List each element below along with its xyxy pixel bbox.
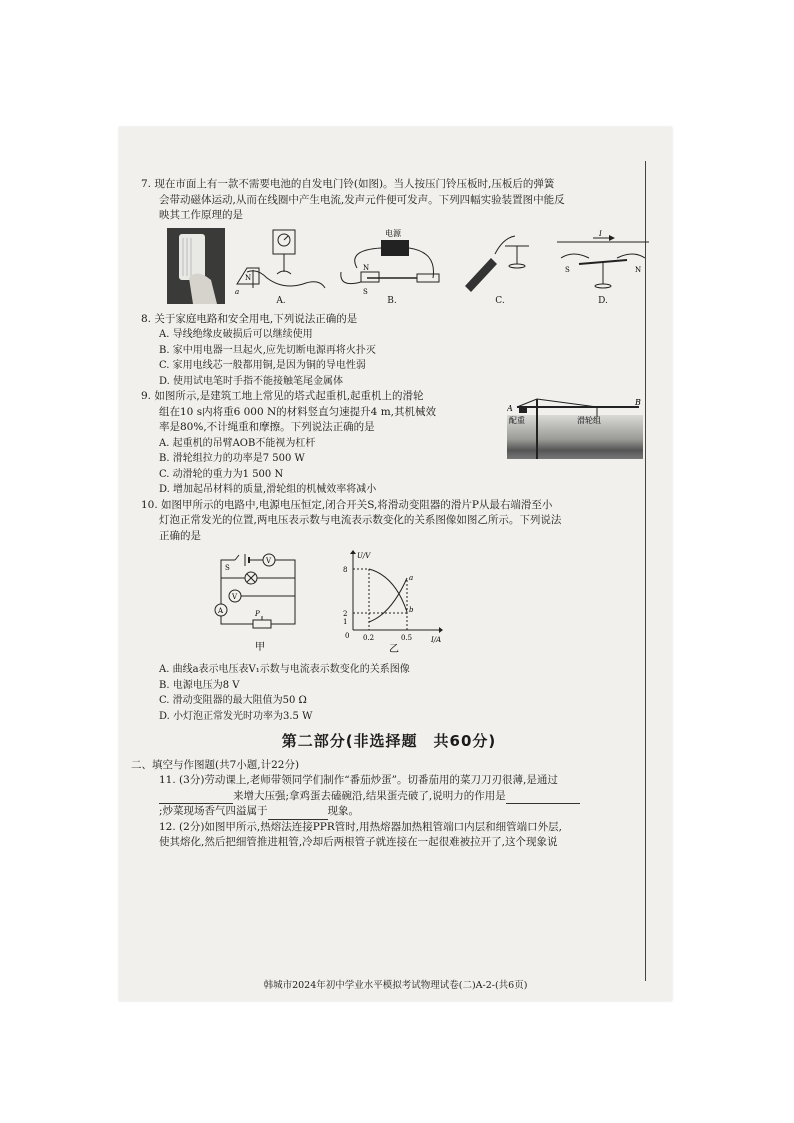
- q8-option-d: D. 使用试电笔时手指不能接触笔尾金属体: [159, 375, 344, 387]
- svg-text:V: V: [266, 557, 272, 565]
- q7-label-c: C.: [495, 296, 505, 306]
- q9-block: [141, 389, 641, 498]
- q10-stem-line2: 灯泡正常发光的位置,两电压表示数与电流表示数变化的关系图像如图乙所示。下列说法: [159, 514, 562, 526]
- part2-title: 第二部分(非选择题 共60分): [281, 732, 497, 750]
- q9-stem-line2: 组在10 s内将重6 000 N的材料竖直匀速提升4 m,其机械效: [159, 405, 436, 418]
- power-label: 电源: [385, 228, 401, 238]
- exam-sheet: [119, 127, 672, 1001]
- q7-figure-b: [337, 228, 447, 308]
- q7-stem-line2: 会带动磁体运动,从而在线圈中产生电流,发声元件便可发声。下列四幅实验装置图中能反: [159, 193, 565, 206]
- curve-b-label: b: [409, 606, 414, 614]
- svg-text:N: N: [245, 273, 252, 282]
- q12-line2: 使其熔化,然后把细管推进粗管,冷却后两根管子就连接在一起很难被拉开了,这个现象说: [159, 836, 558, 848]
- q12-line1: 12. (2分)如图甲所示,热熔法连接PPR管时,用热熔器加热粗管端口内层和细管端口外层,: [159, 820, 562, 833]
- q7-figure-a: [233, 228, 329, 308]
- svg-text:a: a: [235, 287, 240, 296]
- q10-stem-line3: 正确的是: [159, 529, 201, 542]
- q9-option-a: A. 起重机的吊臂AOB不能视为杠杆: [159, 437, 316, 449]
- q9-option-c: C. 动滑轮的重力为1 500 N: [159, 468, 284, 480]
- svg-text:V: V: [232, 593, 238, 601]
- q7-figures: [167, 228, 642, 308]
- svg-text:S: S: [363, 287, 368, 296]
- svg-text:A: A: [218, 607, 224, 615]
- q11-blank-2[interactable]: [506, 793, 580, 804]
- q10-figures: [211, 550, 637, 658]
- section2-heading: 二、填空与作图题(共7小题,计22分): [131, 758, 300, 771]
- q11-line1: 11. (3分)劳动课上,老师带领同学们制作“番茄炒蛋”。切番茄用的菜刀刀刃很薄,是通过: [159, 774, 558, 786]
- doorbell-photo: [167, 228, 225, 308]
- svg-text:P: P: [255, 610, 260, 618]
- page-content: [131, 177, 642, 851]
- q9-stem-line3: 率是80%,不计绳重和摩擦。下列说法正确的是: [159, 421, 375, 433]
- tick-0: 0: [345, 632, 350, 640]
- q11-line2: [141, 789, 637, 805]
- tick-1: 1: [343, 618, 348, 626]
- crane-label-a: A: [507, 404, 513, 413]
- graph-label-yi: 乙: [389, 644, 399, 655]
- tick-2: 2: [343, 610, 348, 618]
- svg-text:N: N: [635, 265, 642, 274]
- q7-stem-line1: 7. 现在市面上有一款不需要电池的自发电门铃(如图)。当人按压门铃压板时,压板后的弹簧: [141, 178, 555, 190]
- q10-stem-line1: 10. 如图甲所示的电路中,电源电压恒定,闭合开关S,将滑动变阻器的滑片P从最右端滑至小: [141, 498, 553, 511]
- svg-text:I: I: [599, 229, 602, 238]
- crane-figure: [507, 397, 643, 459]
- circuit-diagram-jia: [211, 550, 311, 656]
- curve-a-line: [369, 578, 407, 622]
- q10-option-b: B. 电源电压为8 V: [159, 679, 240, 691]
- svg-text:S: S: [225, 564, 230, 572]
- q7-figure-d: [553, 228, 653, 308]
- svg-text:N: N: [363, 263, 370, 272]
- q11-line3: [141, 804, 637, 820]
- q10-option-d: D. 小灯泡正常发光时功率为3.5 W: [159, 710, 313, 722]
- svg-text:S: S: [565, 265, 570, 274]
- q11-blank-3[interactable]: [268, 809, 328, 820]
- tick-0-2: 0.2: [363, 634, 375, 642]
- q8-option-c: C. 家用电线芯一般都用铜,是因为铜的导电性弱: [159, 360, 366, 371]
- q8-option-a: A. 导线绝缘皮破损后可以继续使用: [159, 329, 313, 340]
- tick-8: 8: [343, 566, 348, 574]
- page-footer: 韩城市2024年初中学业水平模拟考试物理试卷(二)A-2-(共6页): [263, 980, 528, 991]
- q9-stem-line1: 9. 如图所示,是建筑工地上常见的塔式起重机,起重机上的滑轮: [141, 390, 424, 402]
- q11-line2-text: 来增大压强;拿鸡蛋去磕碗沿,结果蛋壳破了,说明力的作用是: [233, 789, 506, 802]
- q10-option-a: A. 曲线a表示电压表V₁示数与电流表示数变化的关系图像: [159, 664, 410, 675]
- q7-label-b: B.: [387, 296, 397, 306]
- q9-option-b: B. 滑轮组拉力的功率是7 500 W: [159, 453, 305, 464]
- q11-blank-1[interactable]: [159, 793, 233, 804]
- circuit-label-jia: 甲: [255, 642, 265, 653]
- crane-pulley-label: 滑轮组: [577, 416, 601, 425]
- q11-line3-end: 现象。: [327, 805, 360, 817]
- crane-counterweight-label: 配重: [509, 416, 525, 425]
- tick-0-5: 0.5: [401, 634, 413, 642]
- q9-option-d: D. 增加起吊材料的质量,滑轮组的机械效率将减小: [159, 484, 377, 495]
- uv-graph-yi: [335, 550, 445, 656]
- q10-option-c: C. 滑动变阻器的最大阻值为50 Ω: [159, 695, 307, 706]
- q7-stem-line3: 映其工作原理的是: [159, 209, 243, 221]
- axis-i-label: I/A: [431, 636, 442, 644]
- q11-line3-text: ;炒菜现场香气四溢属于: [159, 805, 268, 817]
- curve-a-label: a: [409, 574, 414, 582]
- q7-label-d: D.: [598, 296, 608, 306]
- q7-label-a: A.: [276, 296, 286, 306]
- q7-figure-c: [455, 228, 545, 308]
- axis-u-label: U/V: [357, 552, 371, 560]
- crane-label-b: B: [635, 398, 641, 407]
- q8-option-b: B. 家中用电器一旦起火,应先切断电源再将火扑灭: [159, 344, 376, 356]
- q8-stem: 8. 关于家庭电路和安全用电,下列说法正确的是: [141, 312, 358, 325]
